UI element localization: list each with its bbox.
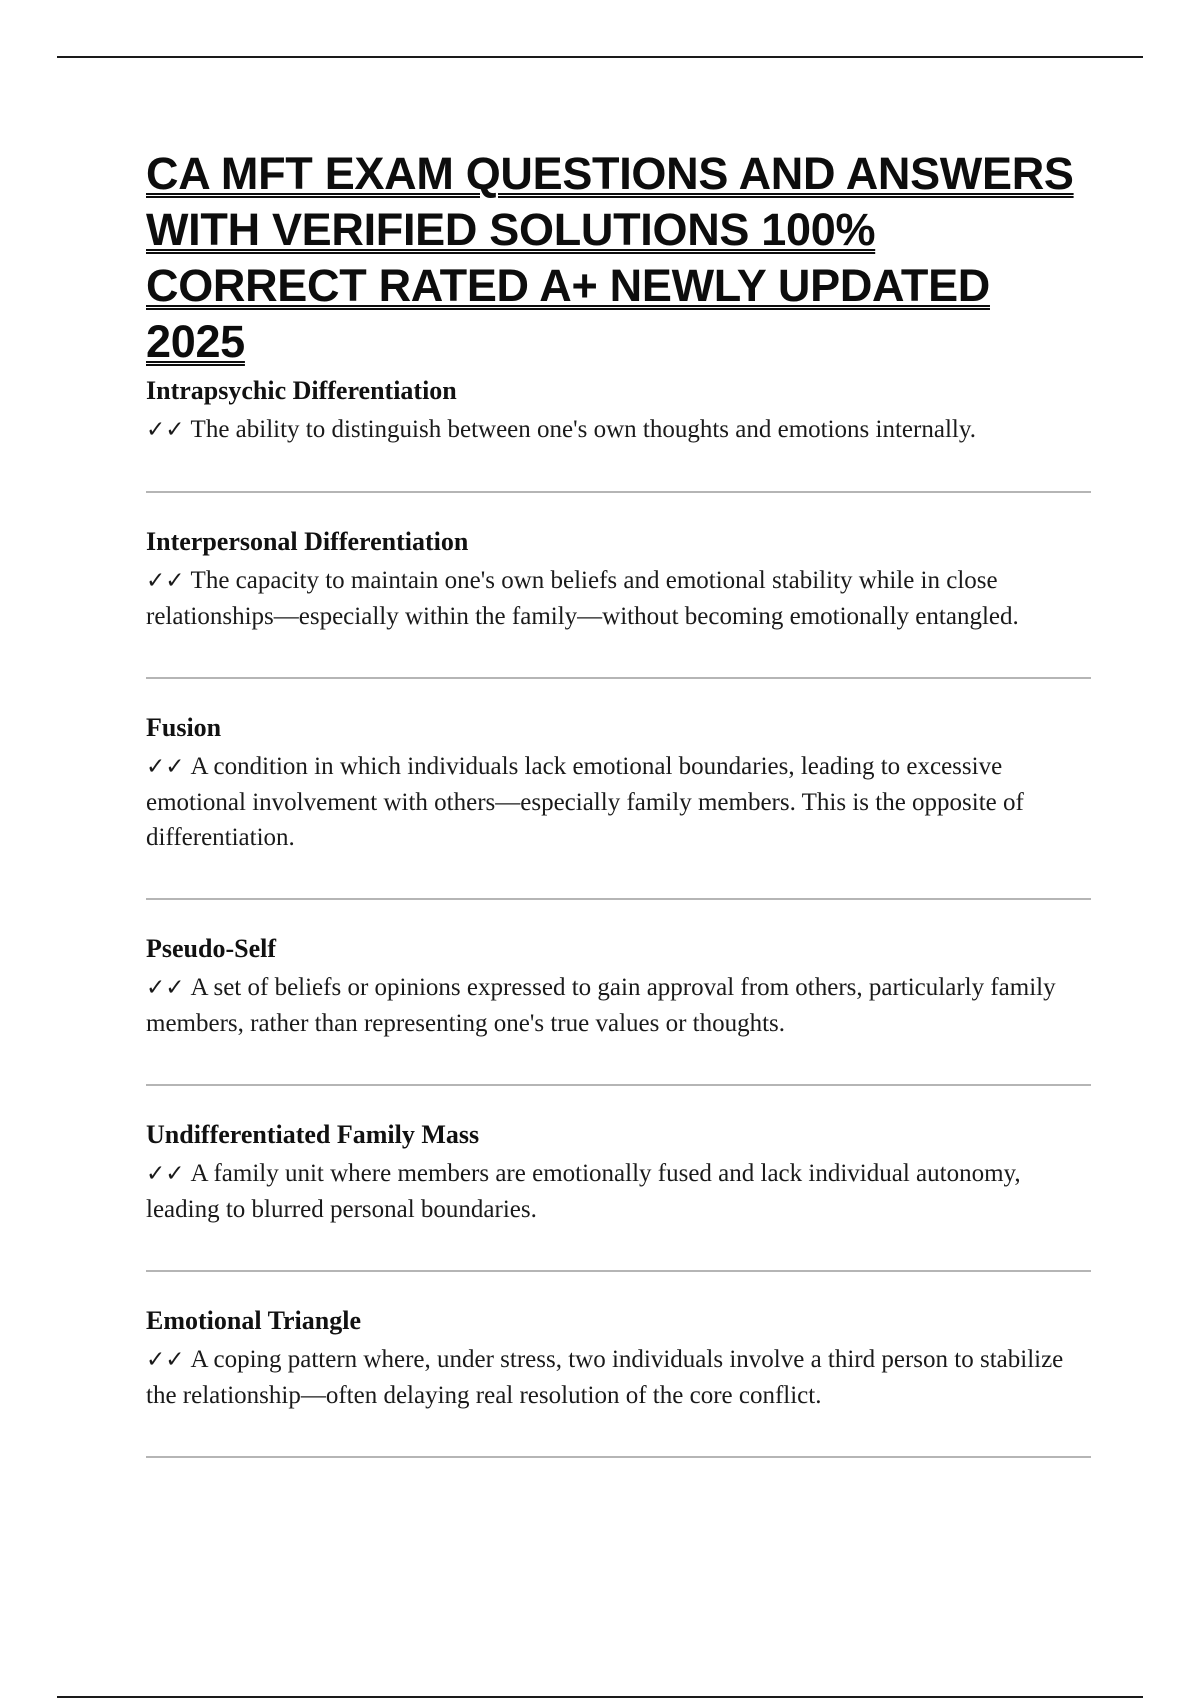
entry-term: Intrapsychic Differentiation [146, 376, 457, 405]
entry-separator [146, 1270, 1091, 1272]
document-body [146, 146, 1096, 1490]
document-title: CA MFT EXAM QUESTIONS AND ANSWERS WITH VERIFIED SOLUTIONS 100% CORRECT RATED A+ NEWLY UPDATED 2025 [146, 148, 1074, 367]
entry-definition [146, 563, 1096, 634]
entry-definition-text: The ability to distinguish between one's own thoughts and emotions internally. [190, 416, 976, 443]
entry-fusion [146, 711, 1096, 855]
entry-definition-text: A set of beliefs or opinions expressed to gain approval from others, particularly family members, rather than representing one's true values or thoughts. [146, 974, 1056, 1037]
entry-definition [146, 1342, 1096, 1413]
entry-undifferentiated-family-mass [146, 1118, 1096, 1227]
double-check-icon: ✓✓ [146, 417, 185, 443]
entry-emotional-triangle [146, 1304, 1096, 1413]
entry-definition-text: The capacity to maintain one's own beliefs and emotional stability while in close relationships—especially within the family—without becoming emotionally entangled. [146, 567, 1019, 630]
entry-term: Emotional Triangle [146, 1306, 361, 1335]
entry-definition-text: A family unit where members are emotionally fused and lack individual autonomy, leading to blurred personal boundaries. [146, 1160, 1021, 1223]
page-bottom-rule [57, 1696, 1143, 1698]
entry-term: Pseudo-Self [146, 934, 276, 963]
entry-term: Interpersonal Differentiation [146, 527, 469, 556]
double-check-icon: ✓✓ [146, 568, 185, 594]
double-check-icon: ✓✓ [146, 975, 185, 1001]
entry-separator [146, 1456, 1091, 1458]
entry-separator [146, 1084, 1091, 1086]
double-check-icon: ✓✓ [146, 754, 185, 780]
entry-definition [146, 749, 1096, 855]
double-check-icon: ✓✓ [146, 1347, 185, 1373]
entry-term: Undifferentiated Family Mass [146, 1120, 480, 1149]
entry-intrapsychic-differentiation [146, 374, 1096, 448]
entry-separator [146, 677, 1091, 679]
entry-definition [146, 1156, 1096, 1227]
entry-interpersonal-differentiation [146, 525, 1096, 634]
page-top-rule [57, 56, 1143, 58]
entry-term: Fusion [146, 713, 222, 742]
entry-pseudo-self [146, 932, 1096, 1041]
entry-separator [146, 491, 1091, 493]
entry-definition [146, 970, 1096, 1041]
entry-definition [146, 412, 1096, 448]
double-check-icon: ✓✓ [146, 1161, 185, 1187]
entry-definition-text: A coping pattern where, under stress, two individuals involve a third person to stabilize the relationship—often delaying real resolution of the core conflict. [146, 1346, 1064, 1409]
entry-definition-text: A condition in which individuals lack emotional boundaries, leading to excessive emotional involvement with others—especially family members. This is the opposite of differentiation. [146, 753, 1024, 851]
entry-separator [146, 898, 1091, 900]
